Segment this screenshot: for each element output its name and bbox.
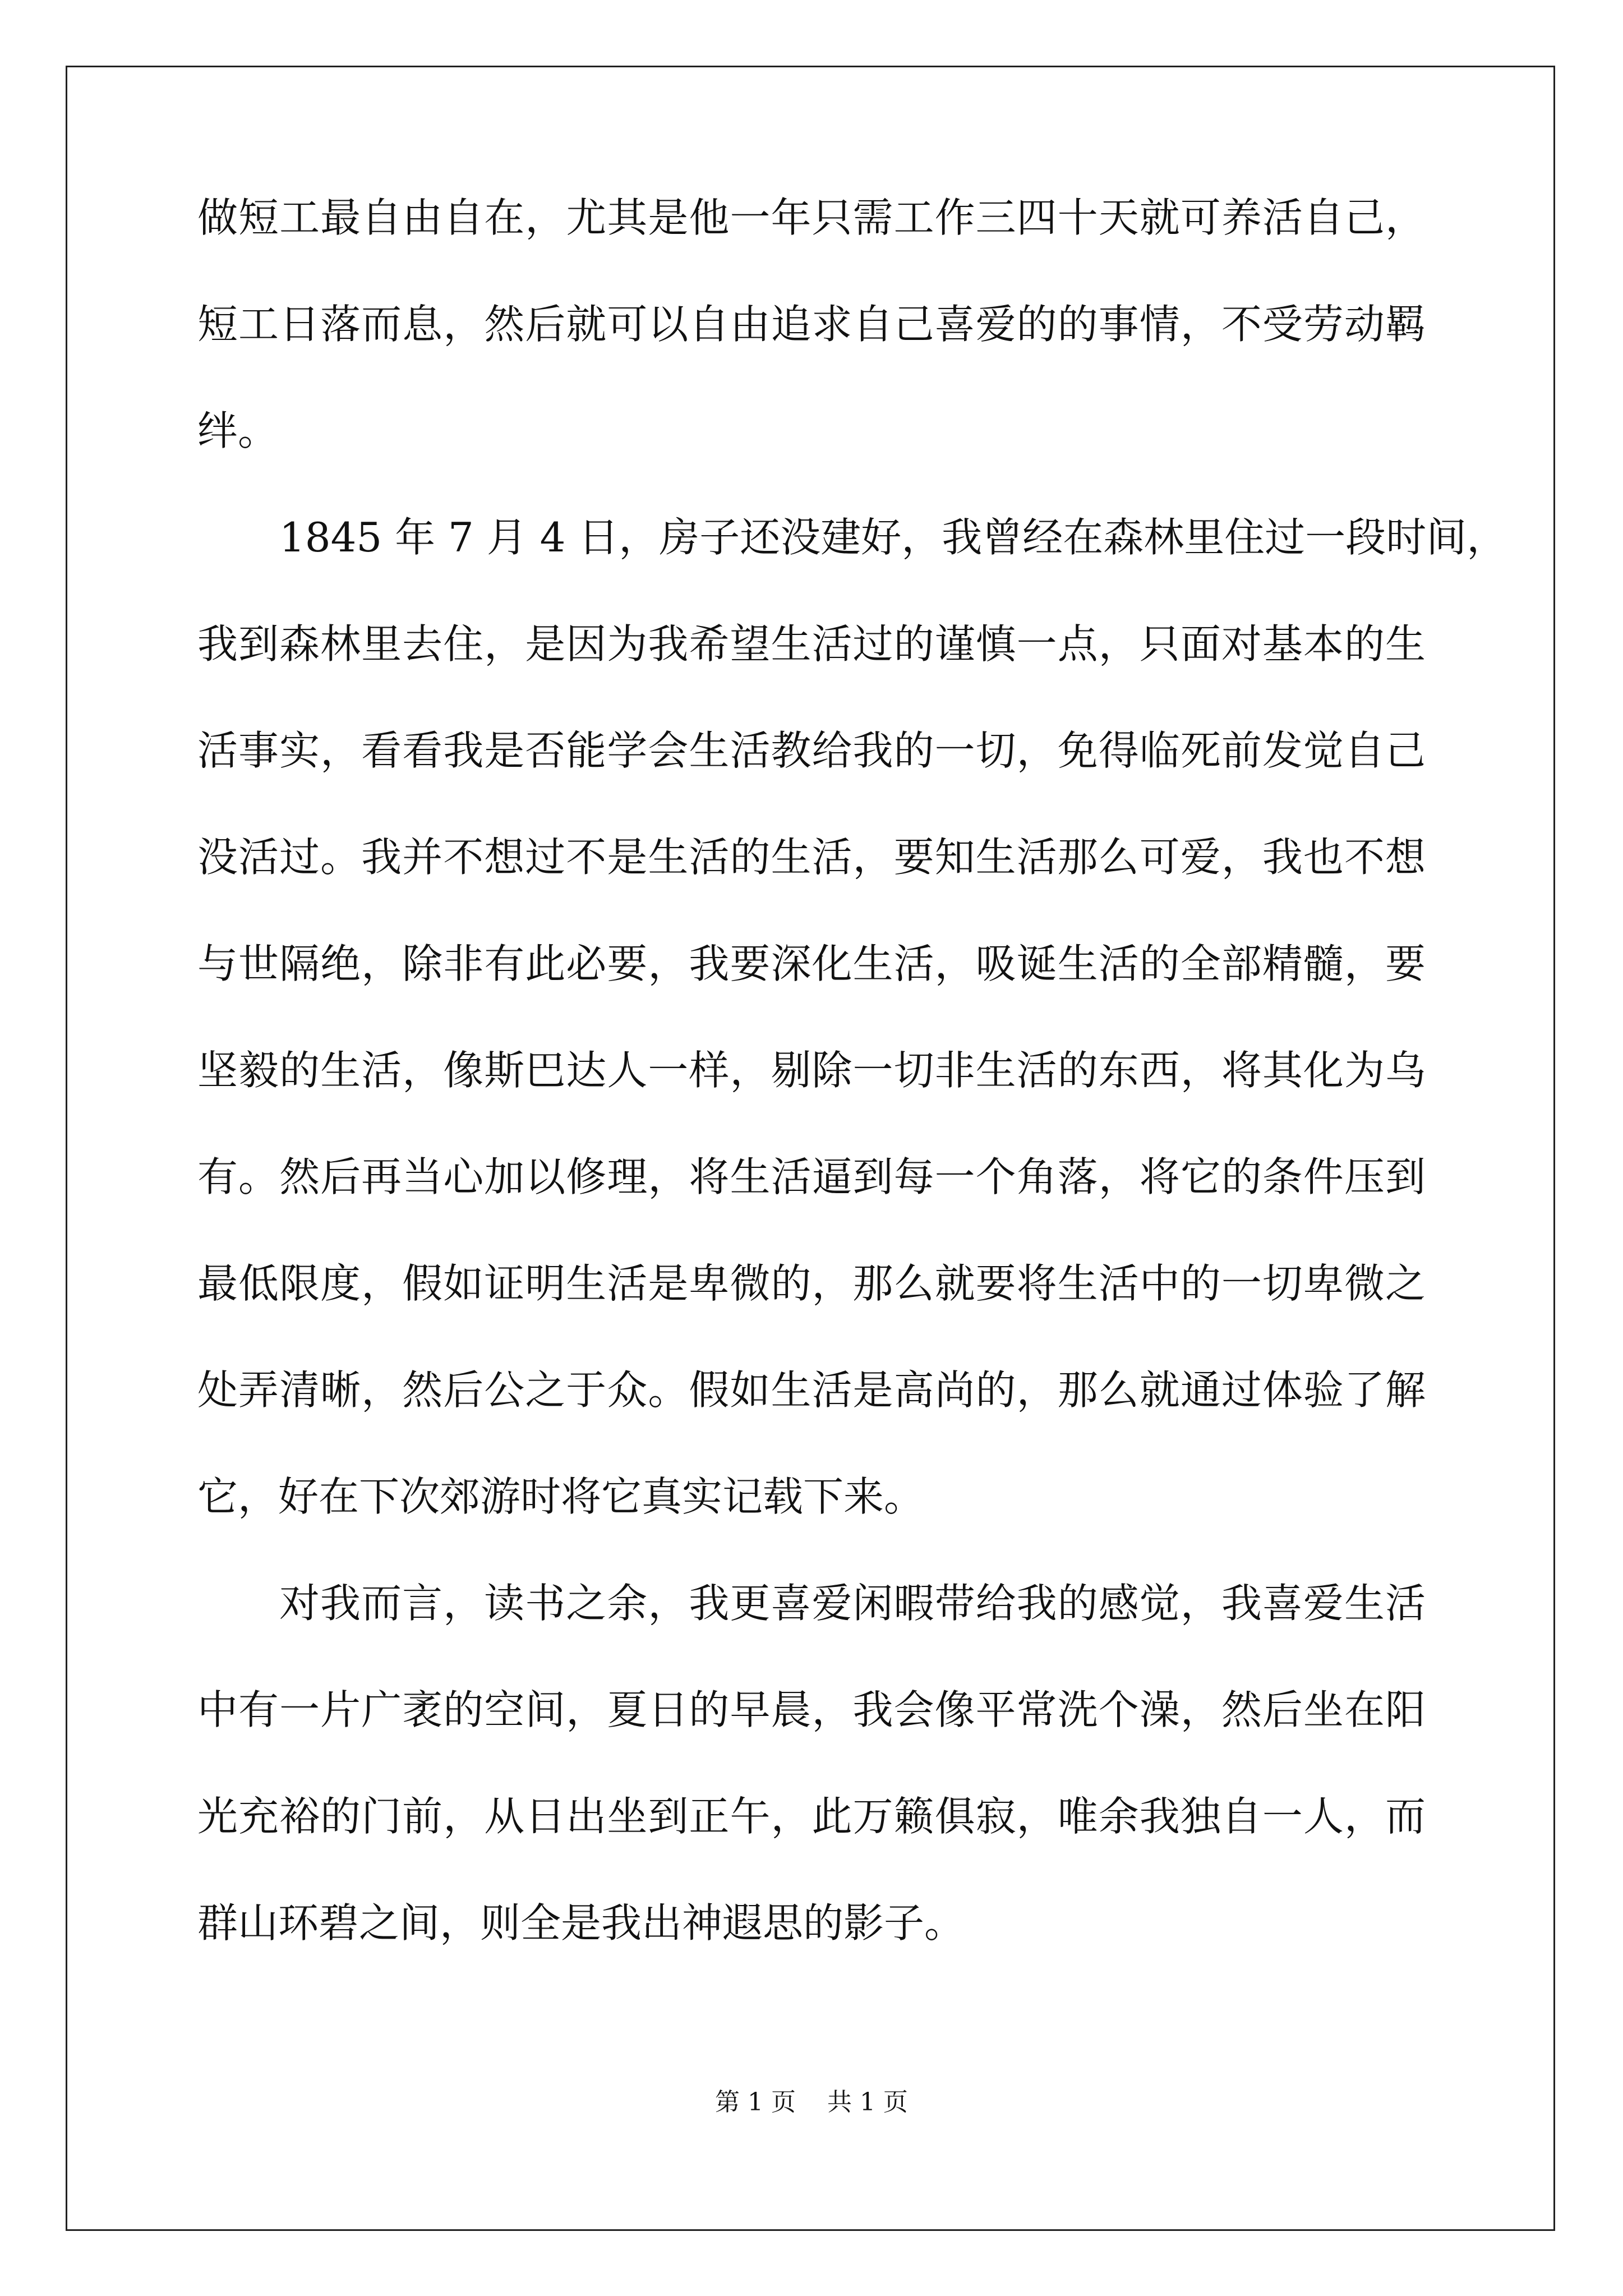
text-line: 中有一片广袤的空间，夏日的早晨，我会像平常洗个澡，然后坐在阳 [197,1686,1426,1733]
text-line: 我到森林里去住，是因为我希望生活过的谨慎一点，只面对基本的生 [197,620,1426,668]
text-line: 没活过。我并不想过不是生活的生活，要知生活那么可爱，我也不想 [197,834,1426,881]
text-line: 最低限度，假如证明生活是卑微的，那么就要将生活中的一切卑微之 [197,1260,1426,1307]
page-number-footer: 第 1 页 共 1 页 [715,2088,908,2116]
text-line: 光充裕的门前，从日出坐到正午，此万籁俱寂，唯余我独自一人，而 [197,1793,1426,1840]
text-line: 与世隔绝，除非有此必要，我要深化生活，吸诞生活的全部精髓，要 [197,940,1426,987]
text-line: 群山环碧之间，则全是我出神遐思的影子。 [197,1899,965,1947]
text-line: 处弄清晰，然后公之于众。假如生活是高尚的，那么就通过体验了解 [197,1366,1426,1414]
text-line: 活事实，看看我是否能学会生活教给我的一切，免得临死前发觉自己 [197,727,1426,774]
paragraph-first-line: 1845 年 7 月 4 日，房子还没建好，我曾经在森林里住过一段时间， [279,514,1507,561]
text-line: 做短工最自由自在，尤其是他一年只需工作三四十天就可养活自己， [197,194,1426,241]
text-line: 绊。 [197,407,279,454]
text-line: 短工日落而息，然后就可以自由追求自己喜爱的的事情，不受劳动羁 [197,301,1426,348]
text-line: 有。然后再当心加以修理，将生活逼到每一个角落，将它的条件压到 [197,1153,1426,1200]
text-line: 它，好在下次郊游时将它真实记载下来。 [197,1473,925,1520]
paragraph-first-line: 对我而言，读书之余，我更喜爱闲暇带给我的感觉，我喜爱生活 [279,1580,1426,1627]
text-line: 坚毅的生活，像斯巴达人一样，剔除一切非生活的东西，将其化为乌 [197,1047,1426,1094]
